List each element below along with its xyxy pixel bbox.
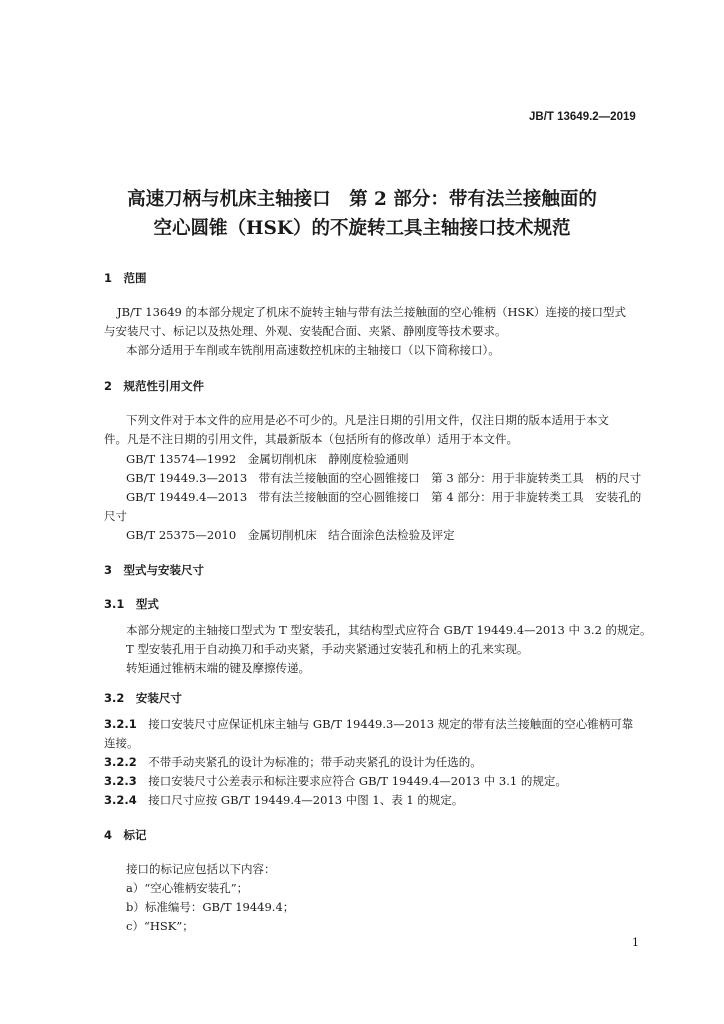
subsection-3-1-line-2: T 型安装孔用于自动换刀和手动夹紧，手动夹紧通过安装孔和柄上的孔来实现。	[126, 642, 529, 656]
section-2-intro-line-2: 件。凡是不注日期的引用文件，其最新版本（包括所有的修改单）适用于本文件。	[104, 432, 518, 446]
reference-gbt-25375: GB/T 25375—2010 金属切削机床 结合面涂色法检验及评定	[126, 528, 455, 542]
section-2-heading: 2 规范性引用文件	[104, 379, 205, 393]
subsection-3-2-heading: 3.2 安装尺寸	[104, 691, 182, 705]
clause-3-2-1	[104, 716, 633, 732]
section-1-para-1-line-1: JB/T 13649 的本部分规定了机床不旋转主轴与带有法兰接触面的空心锥柄（HSK）连接的接口型式	[117, 305, 626, 319]
clause-3-2-3	[104, 773, 567, 789]
subsection-3-1-heading: 3.1 型式	[104, 597, 159, 611]
marking-item-b: b）标准编号：GB/T 19449.4；	[126, 900, 295, 914]
clause-3-2-1-line-2: 连接。	[104, 736, 139, 750]
reference-gbt-19449-3: GB/T 19449.3—2013 带有法兰接触面的空心圆锥接口 第 3 部分：用于非旋转类工具 柄的尺寸	[126, 471, 642, 485]
document-title-line-2: 空心圆锥（HSK）的不旋转工具主轴接口技术规范	[153, 218, 571, 239]
standard-number: JB/T 13649.2—2019	[529, 111, 636, 123]
section-3-heading: 3 型式与安装尺寸	[104, 563, 205, 577]
clause-number: 3.2.1	[104, 717, 137, 731]
page-number: 1	[632, 936, 639, 949]
clause-3-2-4	[104, 792, 463, 808]
clause-text: 接口安装尺寸公差表示和标注要求应符合 GB/T 19449.4—2013 中 3.1 的规定。	[148, 774, 567, 788]
clause-text: 接口尺寸应按 GB/T 19449.4—2013 中图 1、表 1 的规定。	[148, 793, 464, 807]
section-1-para-2: 本部分适用于车削或车铣削用高速数控机床的主轴接口（以下简称接口）。	[126, 343, 500, 357]
clause-3-2-2	[104, 754, 482, 770]
clause-number: 3.2.4	[104, 793, 137, 807]
clause-text: 接口安装尺寸应保证机床主轴与 GB/T 19449.3—2013 规定的带有法兰接触面的空心锥柄可靠	[148, 717, 634, 731]
subsection-3-1-line-1: 本部分规定的主轴接口型式为 T 型安装孔，其结构型式应符合 GB/T 19449.4—2013 中 3.2 的规定。	[126, 623, 652, 637]
clause-number: 3.2.3	[104, 774, 137, 788]
reference-gbt-19449-4-line-2: 尺寸	[104, 509, 127, 523]
section-4-heading: 4 标记	[104, 828, 147, 842]
marking-item-a: a）“空心锥柄安装孔”；	[126, 881, 249, 895]
document-title-line-1: 高速刀柄与机床主轴接口 第 2 部分：带有法兰接触面的	[127, 189, 597, 210]
section-4-intro: 接口的标记应包括以下内容：	[126, 862, 276, 876]
section-1-heading: 1 范围	[104, 271, 147, 285]
section-1-para-1-line-2: 与安装尺寸、标记以及热处理、外观、安装配合面、夹紧、静刚度等技术要求。	[104, 324, 507, 338]
section-2-intro-line-1: 下列文件对于本文件的应用是必不可少的。凡是注日期的引用文件，仅注日期的版本适用于本文	[126, 413, 609, 427]
reference-gbt-19449-4-line-1: GB/T 19449.4—2013 带有法兰接触面的空心圆锥接口 第 4 部分：用于非旋转类工具 安装孔的	[126, 490, 642, 504]
subsection-3-1-line-3: 转矩通过锥柄末端的键及摩擦传递。	[126, 661, 310, 675]
reference-gbt-13574: GB/T 13574—1992 金属切削机床 静刚度检验通则	[126, 452, 409, 466]
marking-item-c: c）“HSK”；	[126, 919, 194, 933]
clause-number: 3.2.2	[104, 755, 137, 769]
clause-text: 不带手动夹紧孔的设计为标准的；带手动夹紧孔的设计为任选的。	[148, 755, 482, 769]
